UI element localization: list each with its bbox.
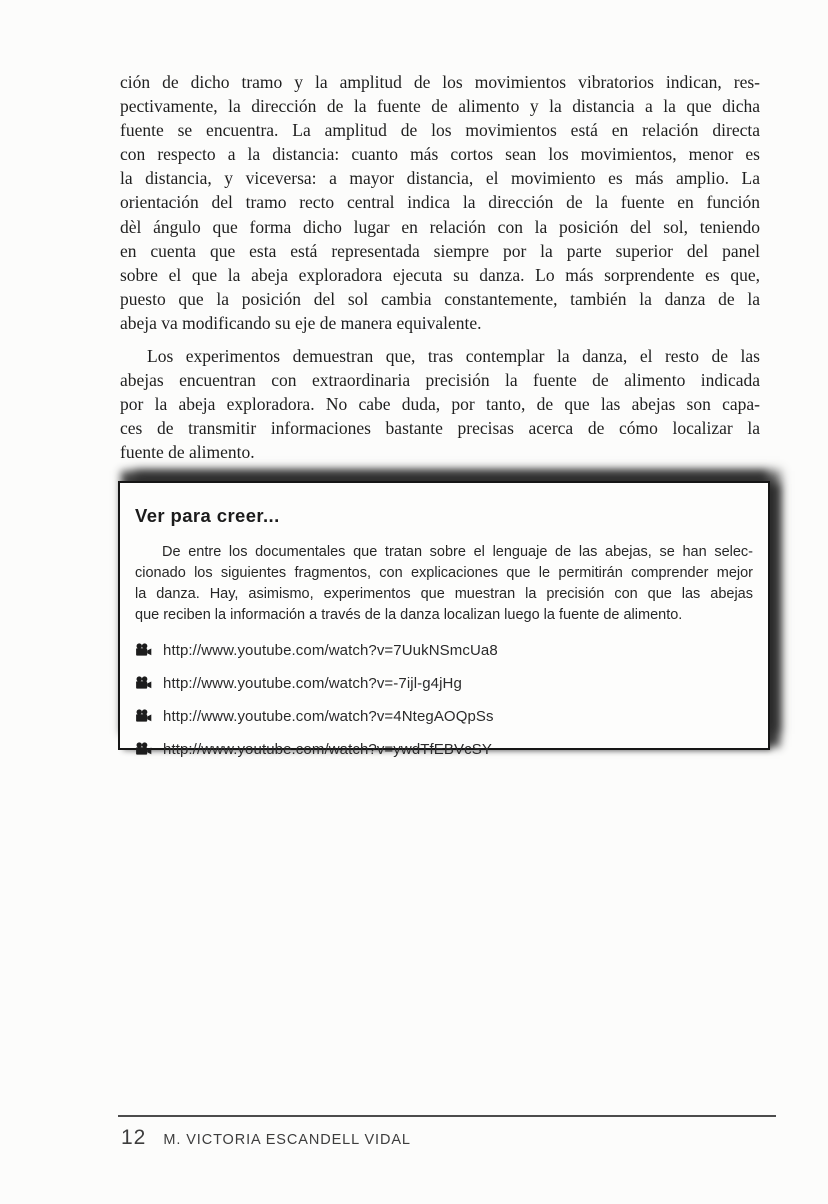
- text-line: que reciben la información a través de la danza localizan luego la fuente de alimento.: [135, 607, 683, 623]
- text-line: ces de transmitir informaciones bastante precisas acerca de cómo localizar la: [120, 418, 760, 439]
- body-text: [120, 70, 760, 465]
- text-line: Los experimentos demuestran que, tras contemplar la danza, el resto de las: [147, 346, 760, 367]
- page-number: 12: [121, 1126, 147, 1149]
- footer: [121, 1126, 411, 1150]
- callout-box: [118, 481, 770, 758]
- text-line: en cuenta que esta está representada siempre por la parte superior del panel: [120, 240, 760, 261]
- text-line: la danza. Hay, asimismo, experimentos que muestran la precisión con que las abejas: [135, 586, 753, 602]
- footer-rule: [118, 1115, 776, 1117]
- video-link-list: [135, 640, 753, 759]
- video-link-url[interactable]: http://www.youtube.com/watch?v=-7ijl-g4jHg: [163, 674, 462, 692]
- text-line: la distancia, y viceversa: a mayor distancia, el movimiento es más amplio. La: [120, 168, 760, 189]
- text-line: por la abeja exploradora. No cabe duda, por tanto, de que las abejas son capa-: [120, 394, 760, 415]
- movie-camera-icon: [135, 643, 152, 657]
- video-link-item: [135, 739, 753, 759]
- text-line: De entre los documentales que tratan sobre el lenguaje de las abejas, se han selec-: [162, 544, 753, 560]
- video-link-item: [135, 640, 753, 660]
- text-line: fuente de alimento.: [120, 442, 255, 463]
- paragraph-1: [120, 70, 760, 335]
- running-footer-author: M. VICTORIA ESCANDELL VIDAL: [163, 1132, 411, 1148]
- video-link-url[interactable]: http://www.youtube.com/watch?v=ywdTfEBVcSY: [163, 740, 492, 758]
- text-line: con respecto a la distancia: cuanto más cortos sean los movimientos, menor es: [120, 144, 760, 165]
- text-line: fuente se encuentra. La amplitud de los movimientos está en relación directa: [120, 120, 760, 141]
- text-line: cionado los siguientes fragmentos, con explicaciones que le permitirán comprender mejor: [135, 565, 753, 581]
- text-line: puesto que la posición del sol cambia constantemente, también la danza de la: [120, 288, 760, 309]
- text-line: orientación del tramo recto central indica la dirección de la fuente en función: [120, 192, 760, 213]
- text-line: abeja va modificando su eje de manera equivalente.: [120, 312, 482, 333]
- text-line: abejas encuentran con extraordinaria precisión la fuente de alimento indicada: [120, 370, 760, 391]
- callout-intro: [135, 542, 753, 626]
- video-link-item: [135, 673, 753, 693]
- movie-camera-icon: [135, 676, 152, 690]
- video-link-url[interactable]: http://www.youtube.com/watch?v=7UukNSmcUa8: [163, 641, 498, 659]
- movie-camera-icon: [135, 742, 152, 756]
- callout-title: Ver para creer...: [135, 505, 280, 526]
- text-line: dèl ángulo que forma dicho lugar en relación con la posición del sol, teniendo: [120, 216, 760, 237]
- text-line: pectivamente, la dirección de la fuente de alimento y la distancia a la que dicha: [120, 96, 760, 117]
- text-line: ción de dicho tramo y la amplitud de los movimientos vibratorios indican, res-: [120, 72, 760, 92]
- text-line: sobre el que la abeja exploradora ejecuta su danza. Lo más sorprendente es que,: [120, 264, 760, 285]
- movie-camera-icon: [135, 709, 152, 723]
- paragraph-2: [120, 344, 760, 464]
- video-link-url[interactable]: http://www.youtube.com/watch?v=4NtegAOQpSs: [163, 707, 494, 725]
- video-link-item: [135, 706, 753, 726]
